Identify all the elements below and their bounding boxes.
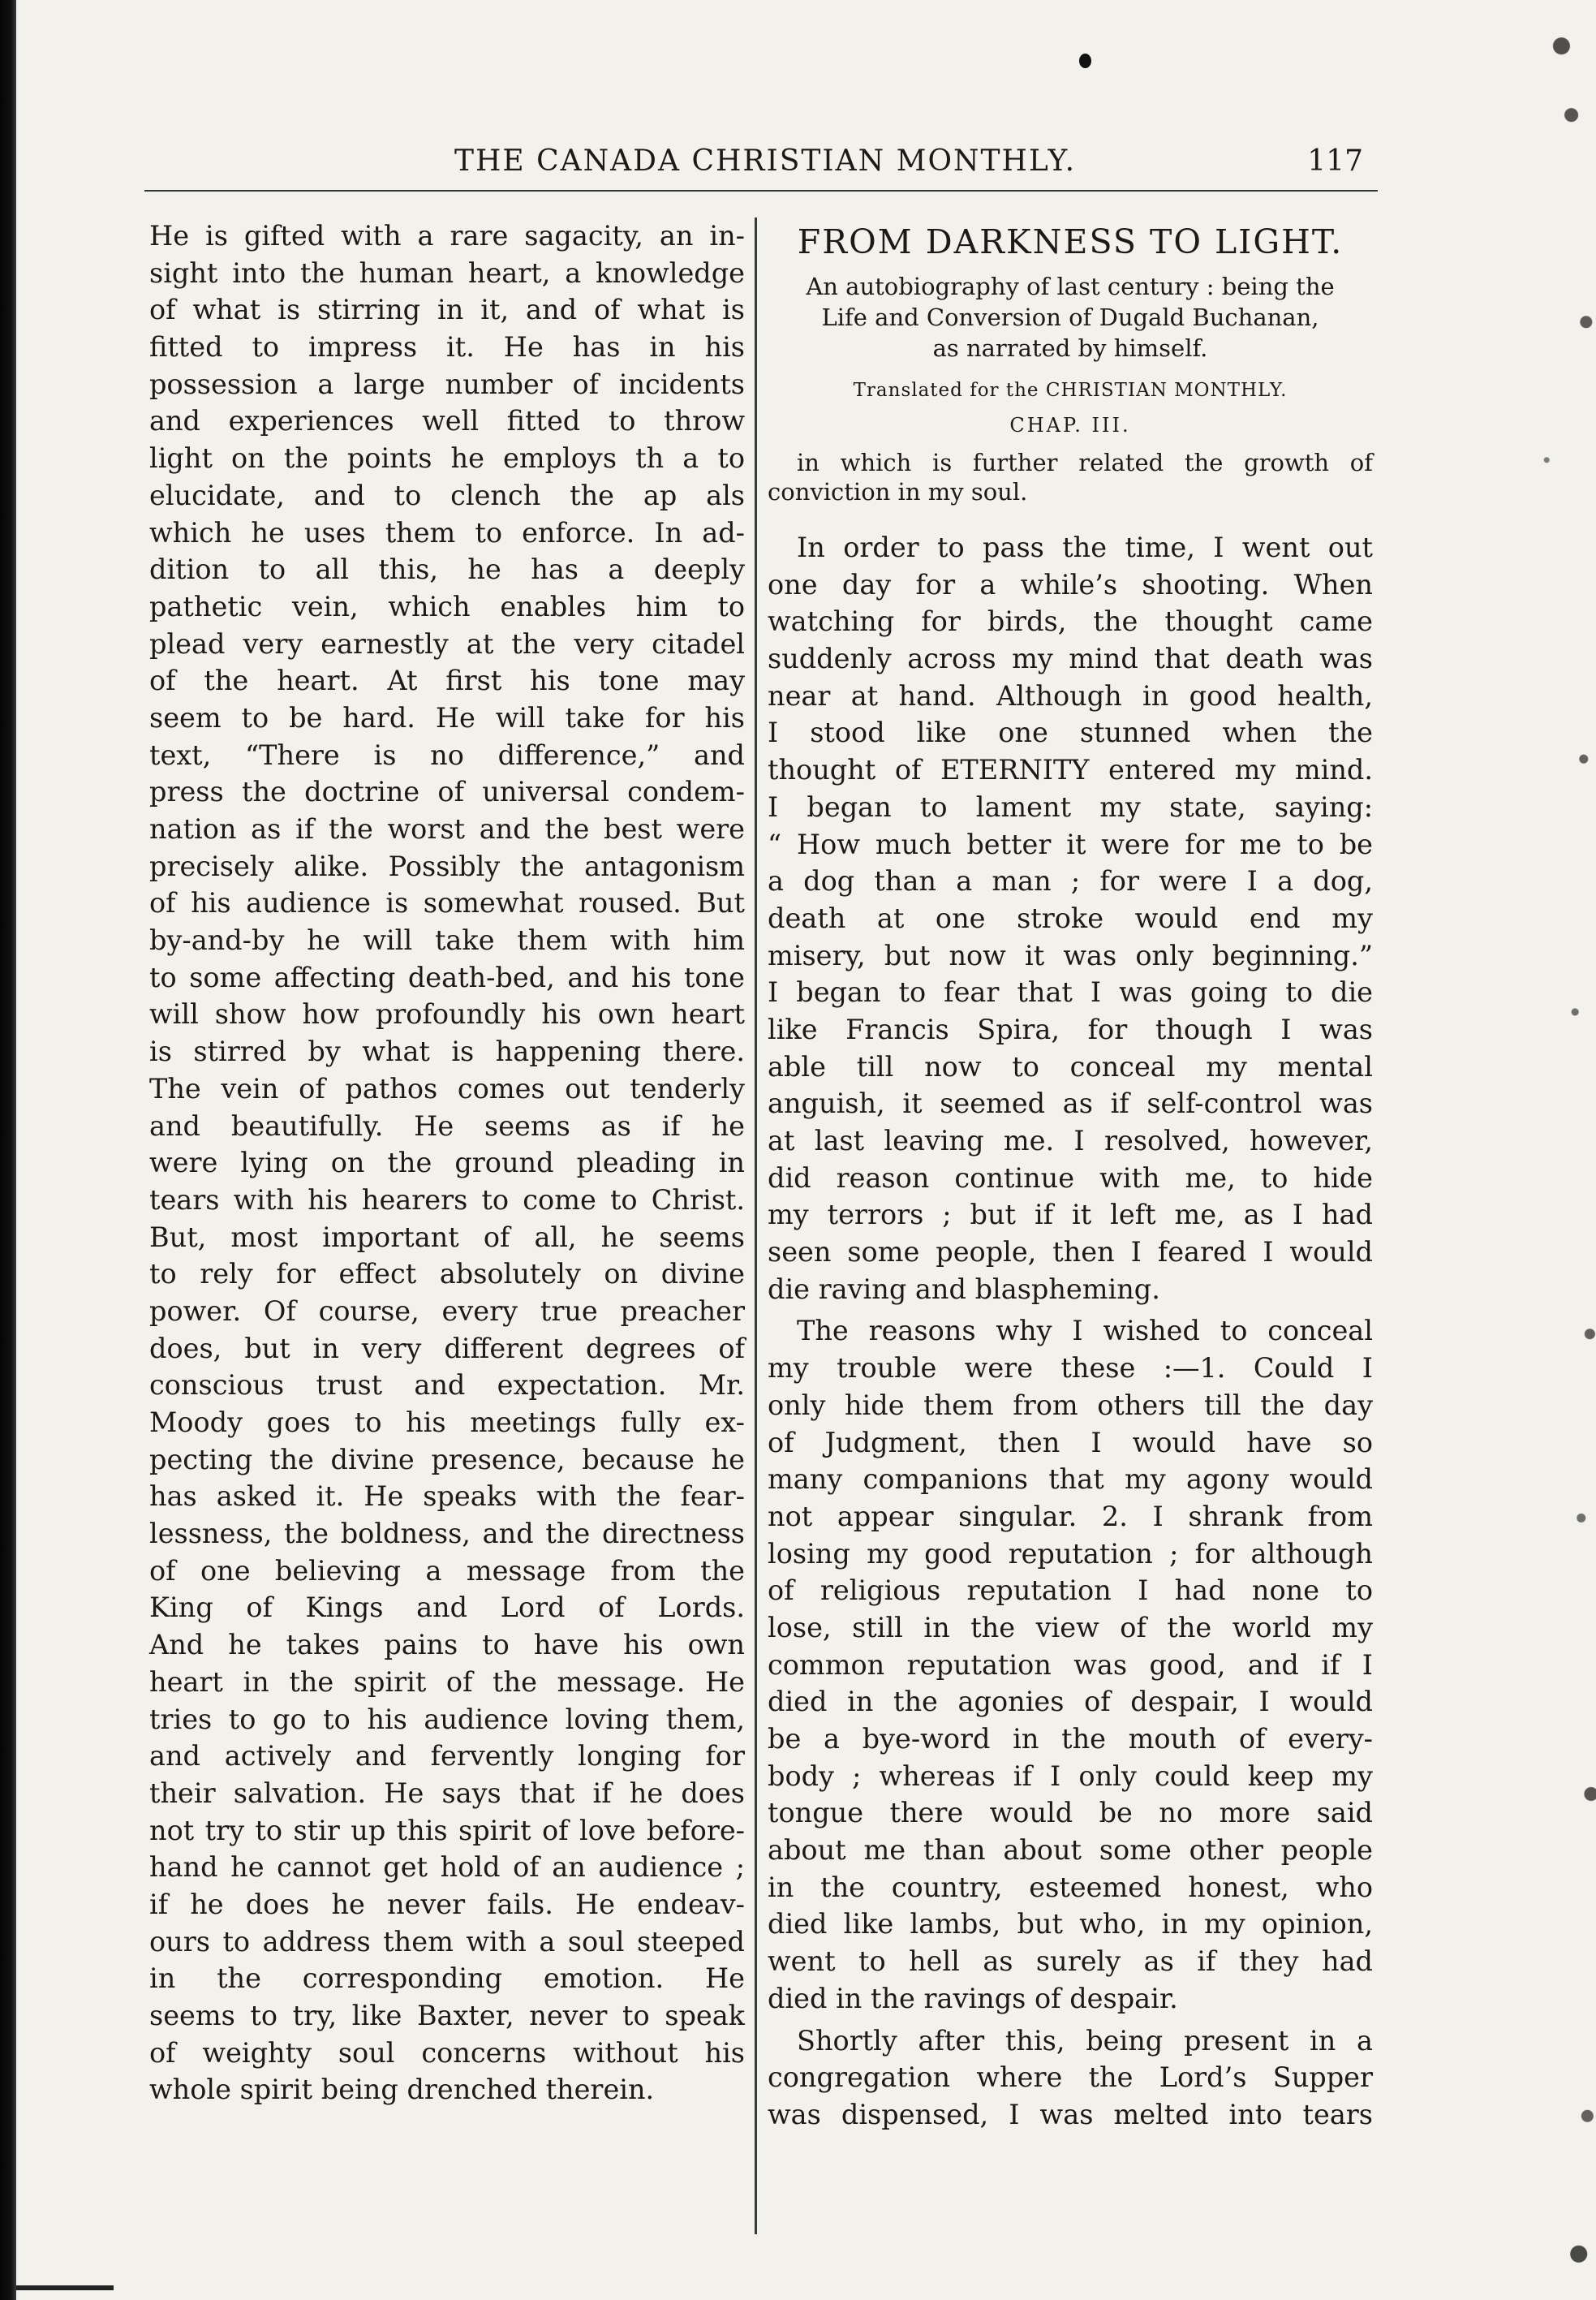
text-line: has asked it. He speaks with the fear- bbox=[149, 1480, 745, 1513]
text-line: He is gifted with a rare sagacity, an in- bbox=[149, 220, 745, 252]
article-title: FROM DARKNESS TO LIGHT. bbox=[797, 222, 1344, 261]
text-line: die raving and blaspheming. bbox=[768, 1273, 1160, 1305]
text-line: lessness, the boldness, and the directness bbox=[149, 1518, 745, 1550]
text-line: was dispensed, I was melted into tears bbox=[768, 2098, 1373, 2130]
text-line: went to hell as surely as if they had bbox=[768, 1945, 1373, 1978]
subtitle-line: as narrated by himself. bbox=[932, 334, 1208, 362]
article-subtitle bbox=[768, 271, 1373, 364]
text-line: about me than about some other people bbox=[768, 1834, 1373, 1867]
text-line: does, but in very different degrees of bbox=[149, 1332, 745, 1364]
text-line: thought of ETERNITY entered my mind. bbox=[768, 754, 1373, 786]
text-line: pathetic vein, which enables him to bbox=[149, 590, 745, 622]
text-line: King of Kings and Lord of Lords. bbox=[149, 1591, 745, 1624]
text-line: died in the agonies of despair, I would bbox=[768, 1686, 1373, 1718]
text-line: I stood like one stunned when the bbox=[768, 717, 1373, 749]
text-line: died in the ravings of despair. bbox=[768, 1982, 1178, 2014]
text-line: The vein of pathos comes out tenderly bbox=[149, 1072, 745, 1105]
text-line: not try to stir up this spirit of love before- bbox=[149, 1814, 745, 1846]
text-line: of one believing a message from the bbox=[149, 1554, 745, 1587]
text-line: body ; whereas if I only could keep my bbox=[768, 1759, 1373, 1792]
text-line: losing my good reputation ; for although bbox=[768, 1537, 1373, 1570]
text-line: died like lambs, but who, in my opinion, bbox=[768, 1908, 1373, 1940]
text-line: And he takes pains to have his own bbox=[149, 1629, 745, 1661]
text-line: in the corresponding emotion. He bbox=[149, 1962, 745, 1995]
text-line: to rely for effect absolutely on divine bbox=[149, 1258, 745, 1290]
text-line: be a bye-word in the mouth of every- bbox=[768, 1723, 1373, 1755]
text-line: fitted to impress it. He has in his bbox=[149, 331, 745, 364]
text-line: In order to pass the time, I went out bbox=[797, 532, 1373, 563]
text-line: tears with his hearers to come to Christ. bbox=[149, 1183, 745, 1216]
text-line: and beautifully. He seems as if he bbox=[149, 1109, 745, 1142]
text-line: watching for birds, the thought came bbox=[768, 605, 1373, 638]
text-line: light on the points he employs th a to bbox=[149, 442, 745, 475]
text-line: were lying on the ground pleading in bbox=[149, 1147, 745, 1179]
text-line: suddenly across my mind that death was bbox=[768, 643, 1373, 675]
text-line: did reason continue with me, to hide bbox=[768, 1161, 1373, 1194]
chapter-summary-line: conviction in my soul. bbox=[768, 478, 1028, 506]
text-line: my trouble were these :—1. Could I bbox=[768, 1352, 1373, 1385]
text-line: Shortly after this, being present in a bbox=[797, 2024, 1373, 2057]
text-line: I began to fear that I was going to die bbox=[768, 976, 1373, 1009]
text-line: dition to all this, he has a deeply bbox=[149, 553, 745, 586]
text-line: heart in the spirit of the message. He bbox=[149, 1665, 745, 1698]
text-line: lose, still in the view of the world my bbox=[768, 1611, 1373, 1643]
text-line: Moody goes to his meetings fully ex- bbox=[149, 1406, 745, 1438]
text-line: of his audience is somewhat roused. But bbox=[149, 887, 745, 920]
text-line: common reputation was good, and if I bbox=[768, 1648, 1373, 1681]
text-line: not appear singular. 2. I shrank from bbox=[768, 1500, 1373, 1532]
text-line: elucidate, and to clench the ap als bbox=[149, 479, 745, 511]
text-line: But, most important of all, he seems bbox=[149, 1221, 745, 1253]
text-line: one day for a while’s shooting. When bbox=[768, 568, 1373, 601]
text-line: whole spirit being drenched therein. bbox=[149, 2074, 655, 2106]
text-line: precisely alike. Possibly the antagonism bbox=[149, 850, 745, 882]
text-line: anguish, it seemed as if self-control was bbox=[768, 1088, 1373, 1120]
article-body bbox=[768, 529, 1373, 2134]
paragraph bbox=[768, 2022, 1373, 2134]
paragraph bbox=[768, 529, 1373, 1307]
left-column bbox=[149, 218, 745, 2108]
text-line: by-and-by he will take them with him bbox=[149, 924, 745, 957]
text-line: at last leaving me. I resolved, however, bbox=[768, 1125, 1373, 1156]
text-line: nation as if the worst and the best were bbox=[149, 813, 745, 845]
text-line: to some affecting death-bed, and his tone bbox=[149, 961, 745, 993]
text-line: seen some people, then I feared I would bbox=[768, 1236, 1373, 1268]
scan-margin-noise bbox=[1473, 0, 1596, 2300]
text-line: tries to go to his audience loving them, bbox=[149, 1703, 745, 1735]
text-line: pecting the divine presence, because he bbox=[149, 1443, 745, 1475]
text-line: seem to be hard. He will take for his bbox=[149, 701, 745, 734]
text-line: text, “There is no difference,” and bbox=[149, 739, 745, 771]
text-line: will show how profoundly his own heart bbox=[149, 998, 745, 1031]
text-line: a dog than a man ; for were I a dog, bbox=[768, 865, 1373, 898]
chapter-summary bbox=[768, 448, 1373, 506]
text-line: congregation where the Lord’s Supper bbox=[768, 2061, 1373, 2094]
page-edge-mark bbox=[16, 2285, 114, 2290]
text-line: only hide them from others till the day bbox=[768, 1389, 1373, 1421]
right-column bbox=[768, 218, 1373, 2134]
text-line: of what is stirring in it, and of what is bbox=[149, 294, 745, 326]
text-line: is stirred by what is happening there. bbox=[149, 1036, 745, 1068]
text-line: in the country, esteemed honest, who bbox=[768, 1871, 1373, 1903]
text-line: The reasons why I wished to conceal bbox=[797, 1315, 1373, 1347]
text-line: which he uses them to enforce. In ad- bbox=[149, 516, 745, 549]
subtitle-line: An autobiography of last century : being the bbox=[806, 273, 1335, 300]
text-line: like Francis Spira, for though I was bbox=[768, 1013, 1373, 1045]
text-line: many companions that my agony would bbox=[768, 1463, 1373, 1496]
translation-note: Translated for the CHRISTIAN MONTHLY. bbox=[853, 380, 1288, 401]
text-line: and experiences well fitted to throw bbox=[149, 405, 745, 437]
text-line: near at hand. Although in good health, bbox=[768, 679, 1373, 712]
chapter-heading: CHAP. III. bbox=[1009, 414, 1131, 437]
book-spine-shadow bbox=[0, 0, 16, 2300]
text-line: my terrors ; but if it left me, as I had bbox=[768, 1199, 1373, 1231]
text-line: able till now to conceal my mental bbox=[768, 1050, 1373, 1083]
text-line: plead very earnestly at the very citadel bbox=[149, 627, 745, 660]
column-rule bbox=[755, 218, 757, 2234]
text-line: possession a large number of incidents bbox=[149, 368, 745, 400]
text-line: their salvation. He says that if he does bbox=[149, 1777, 745, 1809]
text-line: press the doctrine of universal condem- bbox=[149, 776, 745, 808]
ink-dot bbox=[1079, 54, 1091, 68]
text-line: of religious reputation I had none to bbox=[768, 1574, 1373, 1607]
text-line: power. Of course, every true preacher bbox=[149, 1294, 745, 1327]
text-line: I began to lament my state, saying: bbox=[768, 790, 1373, 823]
text-line: if he does he never fails. He endeav- bbox=[149, 1888, 745, 1920]
text-line: tongue there would be no more said bbox=[768, 1797, 1373, 1829]
text-line: of weighty soul concerns without his bbox=[149, 2036, 745, 2069]
running-head bbox=[146, 144, 1379, 185]
subtitle-line: Life and Conversion of Dugald Buchanan, bbox=[821, 304, 1319, 331]
text-line: misery, but now it was only beginning.” bbox=[768, 939, 1373, 971]
text-line: seems to try, like Baxter, never to speak bbox=[149, 2000, 745, 2031]
header-rule bbox=[144, 190, 1378, 192]
paragraph bbox=[768, 1312, 1373, 2017]
text-line: hand he cannot get hold of an audience ; bbox=[149, 1851, 745, 1884]
text-line: and actively and fervently longing for bbox=[149, 1740, 745, 1772]
text-line: “ How much better it were for me to be bbox=[768, 828, 1373, 860]
text-line: conscious trust and expectation. Mr. bbox=[149, 1369, 745, 1402]
text-line: death at one stroke would end my bbox=[768, 902, 1373, 934]
text-line: of the heart. At first his tone may bbox=[149, 665, 745, 697]
text-line: ours to address them with a soul steeped bbox=[149, 1925, 745, 1958]
page-number: 117 bbox=[1307, 144, 1363, 178]
chapter-summary-line: in which is further related the growth of bbox=[797, 449, 1373, 476]
running-title: THE CANADA CHRISTIAN MONTHLY. bbox=[454, 144, 1077, 178]
text-line: of Judgment, then I would have so bbox=[768, 1426, 1373, 1458]
text-line: sight into the human heart, a knowledge bbox=[149, 256, 745, 289]
